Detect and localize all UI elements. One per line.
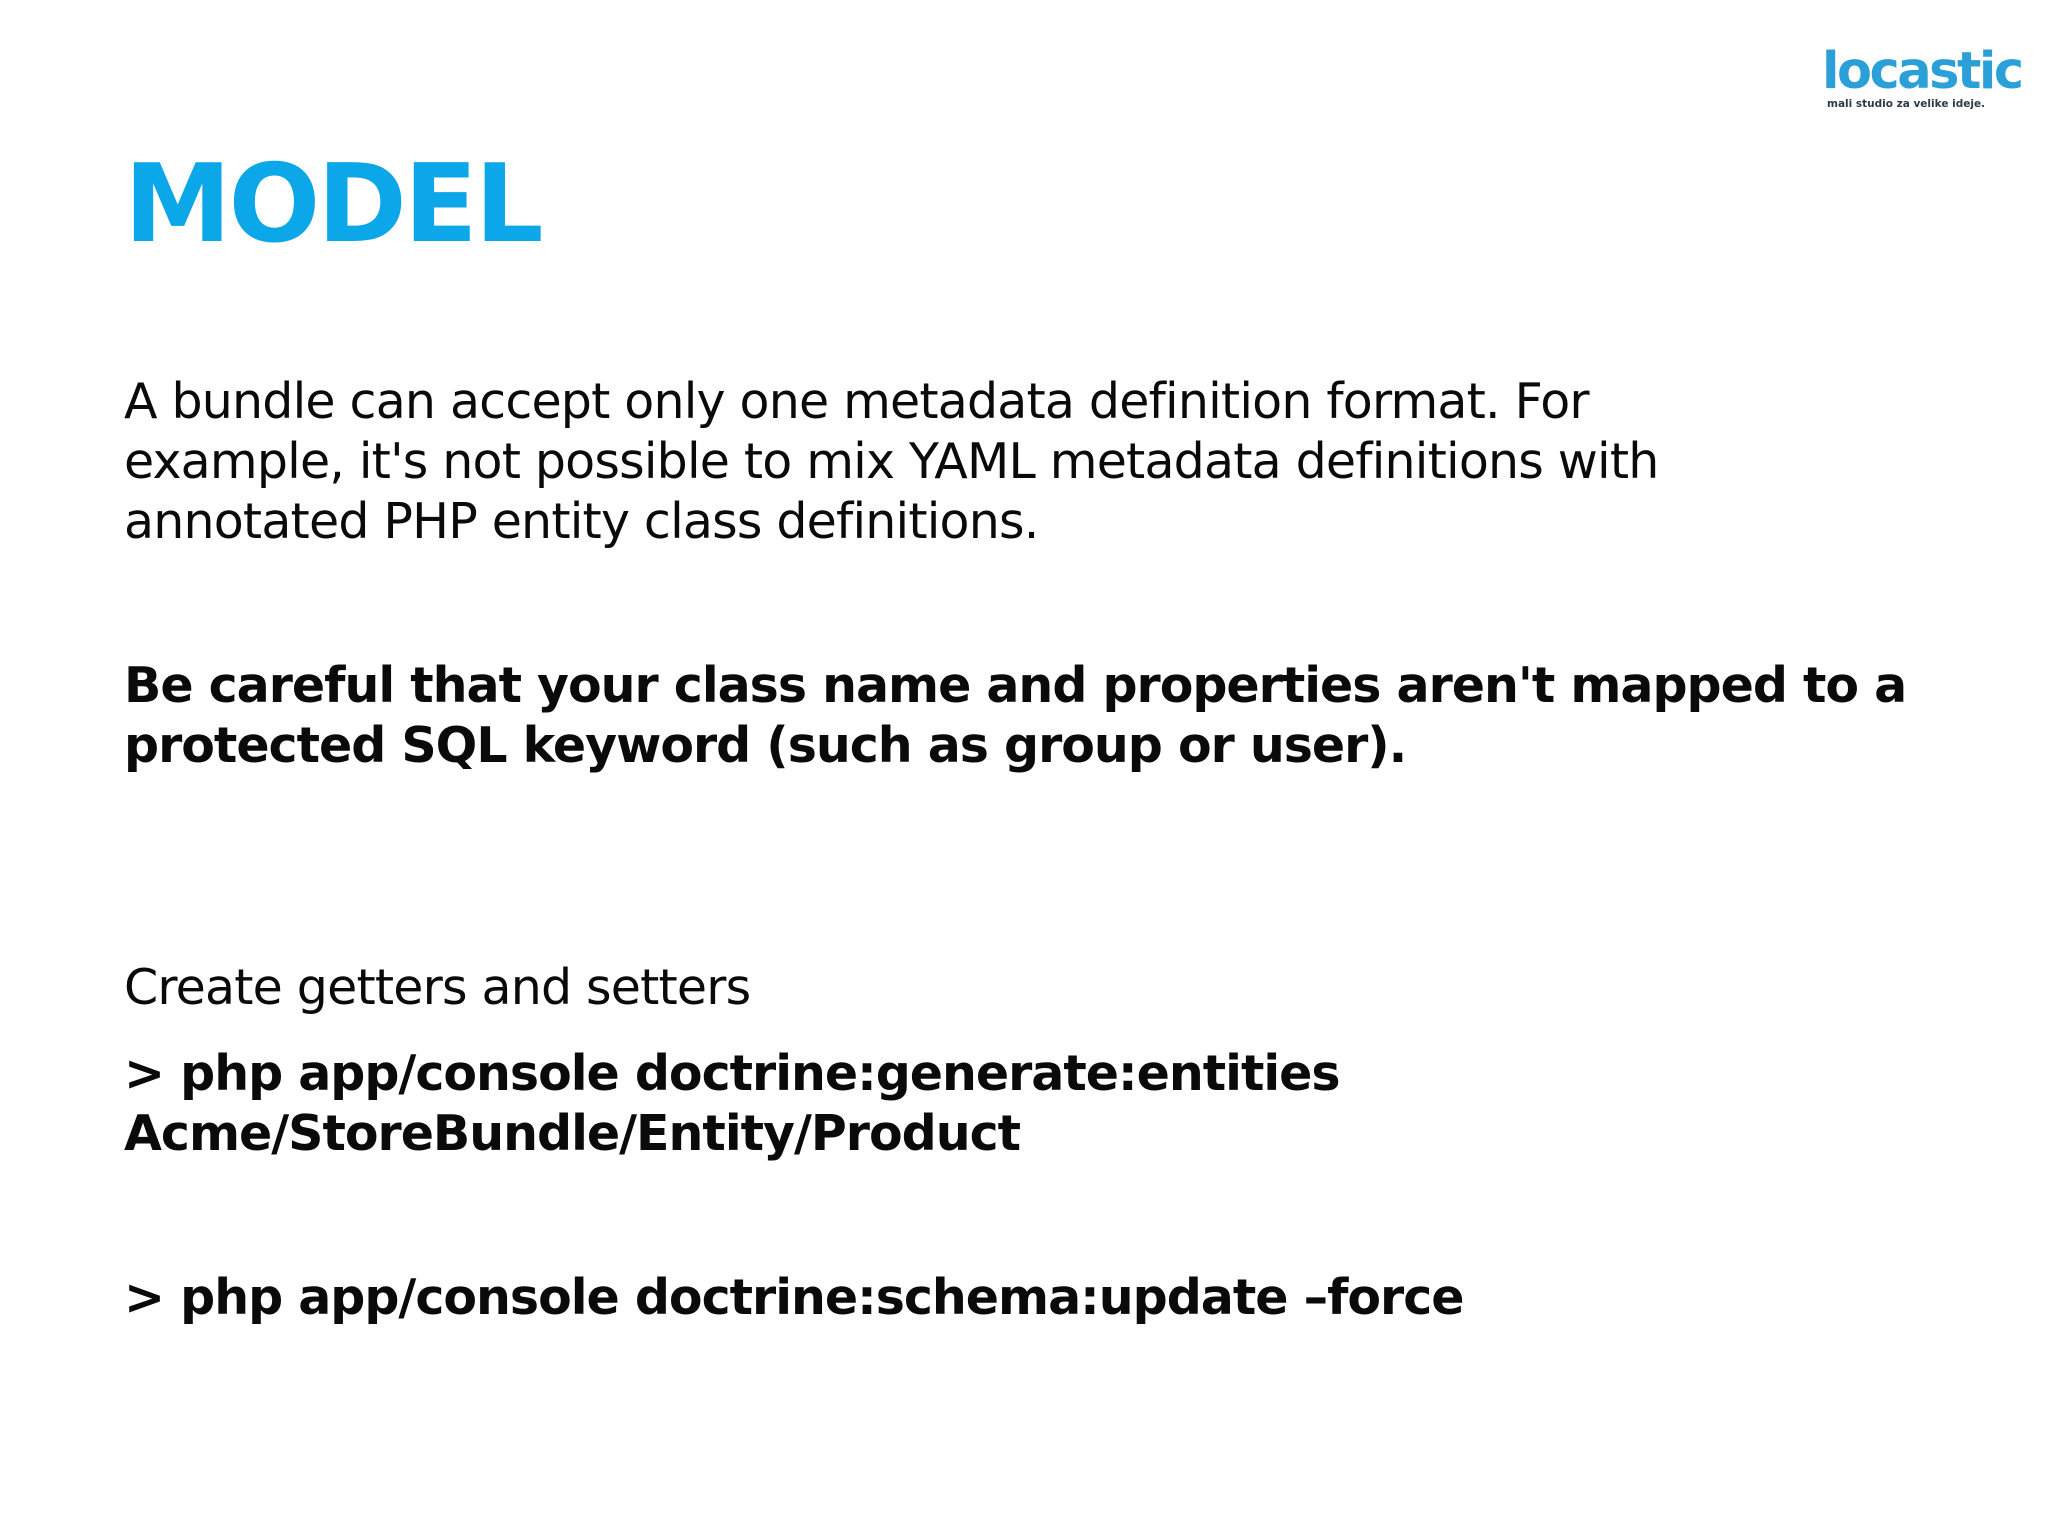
logo-wordmark: locastic xyxy=(1822,42,2022,101)
text-line: example, it's not possible to mix YAML metadata definitions with xyxy=(124,433,1659,490)
metadata-format-paragraph xyxy=(124,372,1659,552)
getters-setters-label: Create getters and setters xyxy=(124,959,751,1016)
command-line: > php app/console doctrine:generate:entities xyxy=(124,1045,1340,1102)
schema-update-command: > php app/console doctrine:schema:update –force xyxy=(124,1269,1464,1326)
generate-entities-command xyxy=(124,1044,1340,1164)
slide-title: MODEL xyxy=(124,142,541,267)
logo-tagline: mali studio za velike ideje. xyxy=(1827,98,1986,110)
text-line: annotated PHP entity class definitions. xyxy=(124,493,1039,550)
command-line: Acme/StoreBundle/Entity/Product xyxy=(124,1105,1021,1162)
text-line: Be careful that your class name and properties aren't mapped to a xyxy=(124,657,1907,714)
text-line: A bundle can accept only one metadata definition format. For xyxy=(124,373,1589,430)
sql-keyword-warning xyxy=(124,656,1906,776)
text-line: protected SQL keyword (such as group or user). xyxy=(124,717,1407,774)
locastic-logo xyxy=(1822,42,2022,111)
